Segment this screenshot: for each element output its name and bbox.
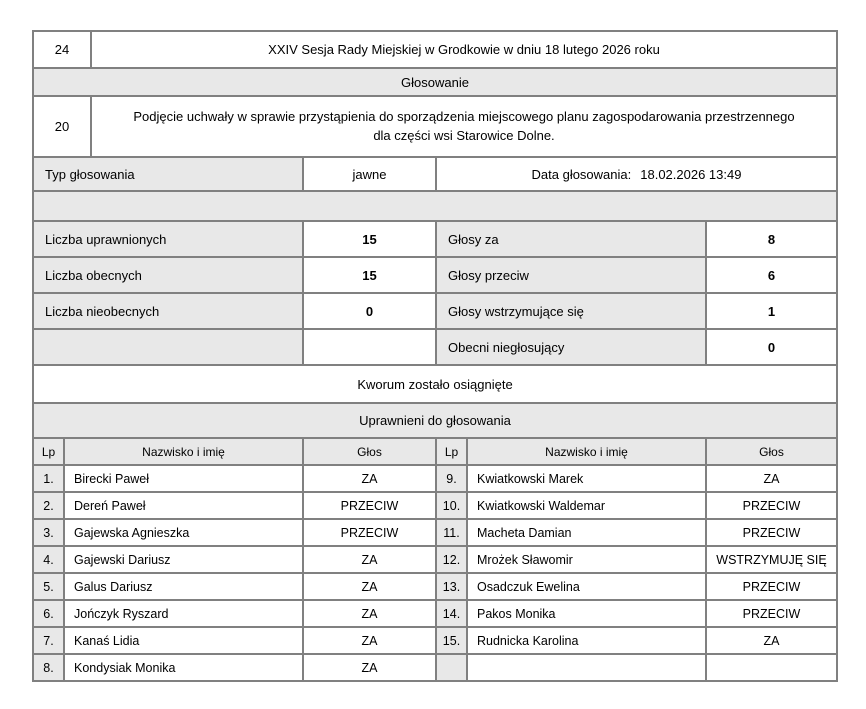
lp-cell: 6. xyxy=(34,601,63,626)
stat-value xyxy=(304,330,435,364)
name-header: Nazwisko i imię xyxy=(468,439,705,464)
voter-row xyxy=(34,466,836,491)
name-cell: Kwiatkowski Marek xyxy=(468,466,705,491)
voting-date-cell xyxy=(437,158,836,190)
voters-header-row xyxy=(34,439,836,464)
lp-header: Lp xyxy=(437,439,466,464)
voter-row xyxy=(34,601,836,626)
stat-label: Głosy przeciw xyxy=(437,258,705,292)
name-cell: Birecki Paweł xyxy=(65,466,302,491)
name-cell: Galus Dariusz xyxy=(65,574,302,599)
stats-row xyxy=(34,294,836,328)
stat-value: 0 xyxy=(304,294,435,328)
stats-row xyxy=(34,258,836,292)
vote-cell: ZA xyxy=(304,574,435,599)
name-cell: Jończyk Ryszard xyxy=(65,601,302,626)
name-cell xyxy=(468,655,705,680)
stat-value: 0 xyxy=(707,330,836,364)
lp-cell: 15. xyxy=(437,628,466,653)
stats-row xyxy=(34,222,836,256)
vote-cell: PRZECIW xyxy=(304,520,435,545)
name-cell: Dereń Paweł xyxy=(65,493,302,518)
name-cell: Kondysiak Monika xyxy=(65,655,302,680)
name-cell: Macheta Damian xyxy=(468,520,705,545)
vote-cell: PRZECIW xyxy=(707,601,836,626)
vote-cell xyxy=(707,655,836,680)
quorum-text: Kworum zostało osiągnięte xyxy=(34,366,836,402)
lp-cell: 11. xyxy=(437,520,466,545)
vote-cell: PRZECIW xyxy=(707,574,836,599)
name-header: Nazwisko i imię xyxy=(65,439,302,464)
vote-header: Głos xyxy=(707,439,836,464)
lp-cell: 10. xyxy=(437,493,466,518)
glosowanie-band xyxy=(34,69,836,95)
glosowanie-label: Głosowanie xyxy=(34,69,836,95)
eligible-voters-band xyxy=(34,404,836,437)
name-cell: Kanaś Lidia xyxy=(65,628,302,653)
item-row xyxy=(34,97,836,156)
vote-cell: ZA xyxy=(304,628,435,653)
name-cell: Osadczuk Ewelina xyxy=(468,574,705,599)
stat-label: Liczba nieobecnych xyxy=(34,294,302,328)
lp-cell xyxy=(437,655,466,680)
item-description-cell xyxy=(92,97,836,156)
lp-header: Lp xyxy=(34,439,63,464)
eligible-voters-title: Uprawnieni do głosowania xyxy=(34,404,836,437)
stats-row xyxy=(34,330,836,364)
stat-value: 15 xyxy=(304,258,435,292)
vote-cell: ZA xyxy=(304,466,435,491)
spacer-cell xyxy=(34,192,836,220)
voter-row xyxy=(34,493,836,518)
stat-label: Liczba uprawnionych xyxy=(34,222,302,256)
stat-label: Liczba obecnych xyxy=(34,258,302,292)
vote-cell: ZA xyxy=(304,547,435,572)
stat-value: 6 xyxy=(707,258,836,292)
stat-label: Obecni niegłosujący xyxy=(437,330,705,364)
voter-row xyxy=(34,628,836,653)
quorum-band xyxy=(34,366,836,402)
name-cell: Mrożek Sławomir xyxy=(468,547,705,572)
lp-cell: 12. xyxy=(437,547,466,572)
voter-row xyxy=(34,547,836,572)
vote-cell: PRZECIW xyxy=(304,493,435,518)
name-cell: Kwiatkowski Waldemar xyxy=(468,493,705,518)
lp-cell: 5. xyxy=(34,574,63,599)
lp-cell: 4. xyxy=(34,547,63,572)
vote-cell: ZA xyxy=(707,466,836,491)
stat-label: Głosy wstrzymujące się xyxy=(437,294,705,328)
voting-date-label: Data głosowania: xyxy=(531,166,632,182)
lp-cell: 3. xyxy=(34,520,63,545)
name-cell: Rudnicka Karolina xyxy=(468,628,705,653)
vote-cell: WSTRZYMUJĘ SIĘ xyxy=(707,547,836,572)
voter-row xyxy=(34,655,836,680)
spacer-band xyxy=(34,192,836,220)
vote-header: Głos xyxy=(304,439,435,464)
session-title-row xyxy=(34,32,836,67)
lp-cell: 2. xyxy=(34,493,63,518)
item-number-cell: 20 xyxy=(34,97,90,156)
voting-date-value: 18.02.2026 13:49 xyxy=(640,166,742,182)
vote-cell: ZA xyxy=(304,601,435,626)
item-description-text: Podjęcie uchwały w sprawie przystąpienia do sporządzenia miejscowego planu zagospodarowania przestrzennego dla części wsi Starowice Dolne. xyxy=(133,108,795,143)
voter-row xyxy=(34,574,836,599)
name-cell: Pakos Monika xyxy=(468,601,705,626)
voting-type-label: Typ głosowania xyxy=(34,158,302,190)
name-cell: Gajewski Dariusz xyxy=(65,547,302,572)
voter-row xyxy=(34,520,836,545)
lp-cell: 8. xyxy=(34,655,63,680)
stat-label xyxy=(34,330,302,364)
stat-value: 15 xyxy=(304,222,435,256)
stat-value: 1 xyxy=(707,294,836,328)
session-title-cell: XXIV Sesja Rady Miejskiej w Grodkowie w dniu 18 lutego 2026 roku xyxy=(92,32,836,67)
lp-cell: 14. xyxy=(437,601,466,626)
lp-cell: 9. xyxy=(437,466,466,491)
voting-record-table xyxy=(32,30,838,682)
lp-cell: 7. xyxy=(34,628,63,653)
name-cell: Gajewska Agnieszka xyxy=(65,520,302,545)
voting-type-row xyxy=(34,158,836,190)
vote-cell: PRZECIW xyxy=(707,520,836,545)
lp-cell: 13. xyxy=(437,574,466,599)
voting-type-value: jawne xyxy=(304,158,435,190)
session-number-cell: 24 xyxy=(34,32,90,67)
vote-cell: ZA xyxy=(304,655,435,680)
stat-label: Głosy za xyxy=(437,222,705,256)
stat-value: 8 xyxy=(707,222,836,256)
vote-cell: PRZECIW xyxy=(707,493,836,518)
vote-cell: ZA xyxy=(707,628,836,653)
lp-cell: 1. xyxy=(34,466,63,491)
